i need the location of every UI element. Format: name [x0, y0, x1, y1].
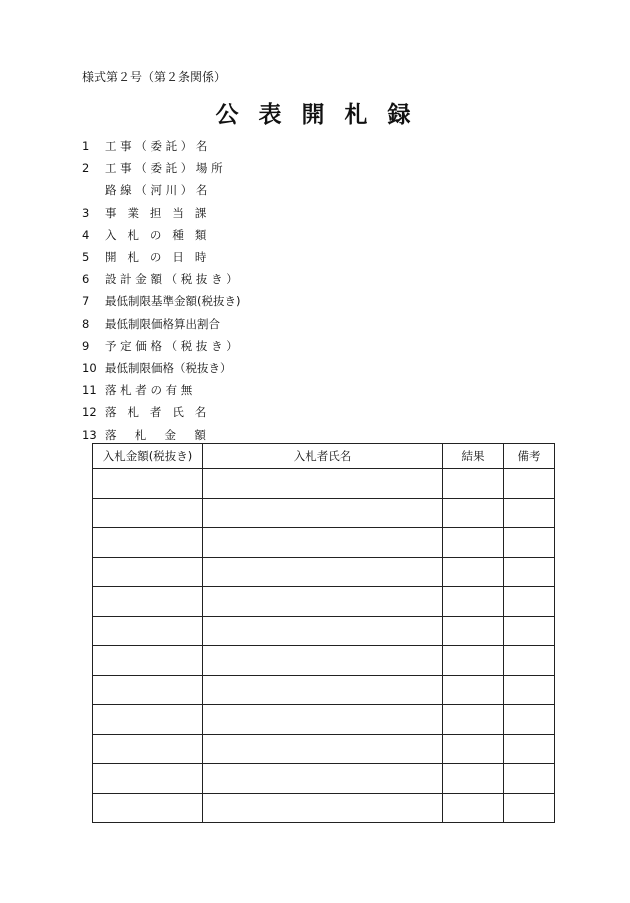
- table-row: [93, 646, 555, 676]
- table-header-row: [93, 444, 555, 469]
- bidder-name-cell: [203, 675, 443, 705]
- remarks-cell: [504, 528, 555, 558]
- item-number: 11: [82, 383, 97, 398]
- result-cell: [443, 587, 504, 617]
- bidder-name-cell: [203, 469, 443, 499]
- bid-results-table: [92, 443, 555, 823]
- table-row: [93, 587, 555, 617]
- bidder-name-cell: [203, 705, 443, 735]
- item-number: 13: [82, 427, 97, 442]
- bidder-name-cell: [203, 646, 443, 676]
- table-row: [93, 557, 555, 587]
- bid-amount-cell: [93, 734, 203, 764]
- bidder-name-cell: [203, 616, 443, 646]
- result-cell: [443, 528, 504, 558]
- bid-amount-cell: [93, 705, 203, 735]
- result-cell: [443, 646, 504, 676]
- column-header-result: 結果: [443, 444, 504, 469]
- item-number: 7: [82, 294, 90, 309]
- item-number: 8: [82, 316, 90, 331]
- item-label: 事 業 担 当 課: [105, 205, 207, 220]
- list-item: [82, 246, 240, 268]
- list-item: [82, 135, 240, 157]
- result-cell: [443, 616, 504, 646]
- table-body: [93, 469, 555, 823]
- remarks-cell: [504, 498, 555, 528]
- item-number: 5: [82, 250, 90, 265]
- remarks-cell: [504, 587, 555, 617]
- bidder-name-cell: [203, 764, 443, 794]
- item-label: 入 札 の 種 類: [105, 227, 207, 242]
- item-label: 工 事 （ 委 託 ） 名: [105, 139, 208, 154]
- bidder-name-cell: [203, 528, 443, 558]
- bid-amount-cell: [93, 587, 203, 617]
- remarks-cell: [504, 705, 555, 735]
- result-cell: [443, 734, 504, 764]
- table-row: [93, 764, 555, 794]
- result-cell: [443, 498, 504, 528]
- result-cell: [443, 675, 504, 705]
- remarks-cell: [504, 616, 555, 646]
- column-header-bidder-name: 入札者氏名: [203, 444, 443, 469]
- remarks-cell: [504, 734, 555, 764]
- bid-amount-cell: [93, 557, 203, 587]
- remarks-cell: [504, 764, 555, 794]
- item-number: 10: [82, 360, 97, 375]
- item-number: 3: [82, 205, 90, 220]
- list-item: [82, 401, 240, 423]
- item-label: 予 定 価 格 （ 税 抜 き ）: [105, 338, 238, 353]
- result-cell: [443, 469, 504, 499]
- bidder-name-cell: [203, 734, 443, 764]
- column-header-bid-amount: 入札金額(税抜き): [93, 444, 203, 469]
- bidder-name-cell: [203, 587, 443, 617]
- bid-amount-cell: [93, 616, 203, 646]
- result-cell: [443, 557, 504, 587]
- bidder-name-cell: [203, 557, 443, 587]
- table-row: [93, 528, 555, 558]
- remarks-cell: [504, 557, 555, 587]
- item-number: 2: [82, 161, 90, 176]
- table-row: [93, 705, 555, 735]
- item-number: 12: [82, 405, 97, 420]
- bid-amount-cell: [93, 469, 203, 499]
- table-row: [93, 734, 555, 764]
- item-number: 6: [82, 272, 90, 287]
- table-row: [93, 498, 555, 528]
- remarks-cell: [504, 675, 555, 705]
- form-number: 様式第２号（第２条関係）: [82, 70, 227, 84]
- item-list: [82, 135, 240, 446]
- remarks-cell: [504, 646, 555, 676]
- bid-amount-cell: [93, 675, 203, 705]
- item-label: 落 札 者 氏 名: [105, 405, 207, 420]
- list-item: [82, 379, 240, 401]
- item-label: 設 計 金 額 （ 税 抜 き ）: [105, 272, 238, 287]
- result-cell: [443, 793, 504, 823]
- column-header-remarks: 備考: [504, 444, 555, 469]
- table-row: [93, 616, 555, 646]
- bid-amount-cell: [93, 793, 203, 823]
- item-label: 最低制限価格算出割合: [105, 316, 220, 331]
- bid-amount-cell: [93, 646, 203, 676]
- item-label: 落 札 者 の 有 無: [105, 383, 193, 398]
- list-item: [82, 179, 240, 201]
- remarks-cell: [504, 469, 555, 499]
- list-item: [82, 202, 240, 224]
- table-row: [93, 469, 555, 499]
- table-row: [93, 793, 555, 823]
- list-item: [82, 268, 240, 290]
- bid-amount-cell: [93, 764, 203, 794]
- bid-amount-cell: [93, 498, 203, 528]
- list-item: [82, 224, 240, 246]
- item-label: 落 札 金 額: [105, 427, 206, 442]
- table-row: [93, 675, 555, 705]
- list-item: [82, 290, 240, 312]
- item-number: 4: [82, 227, 90, 242]
- list-item: [82, 335, 240, 357]
- list-item: [82, 313, 240, 335]
- item-label: 工 事 （ 委 託 ） 場 所: [105, 161, 223, 176]
- item-label: 路 線 （ 河 川 ） 名: [105, 183, 208, 198]
- list-item: [82, 157, 240, 179]
- item-label: 最低制限基準金額(税抜き): [105, 294, 241, 309]
- bid-amount-cell: [93, 528, 203, 558]
- bidder-name-cell: [203, 498, 443, 528]
- item-label: 最低制限価格（税抜き）: [105, 360, 232, 375]
- result-cell: [443, 705, 504, 735]
- remarks-cell: [504, 793, 555, 823]
- item-label: 開 札 の 日 時: [105, 250, 207, 265]
- bidder-name-cell: [203, 793, 443, 823]
- list-item: [82, 357, 240, 379]
- result-cell: [443, 764, 504, 794]
- item-number: 9: [82, 338, 90, 353]
- document-title: 公表開札録: [215, 102, 431, 128]
- item-number: 1: [82, 139, 90, 154]
